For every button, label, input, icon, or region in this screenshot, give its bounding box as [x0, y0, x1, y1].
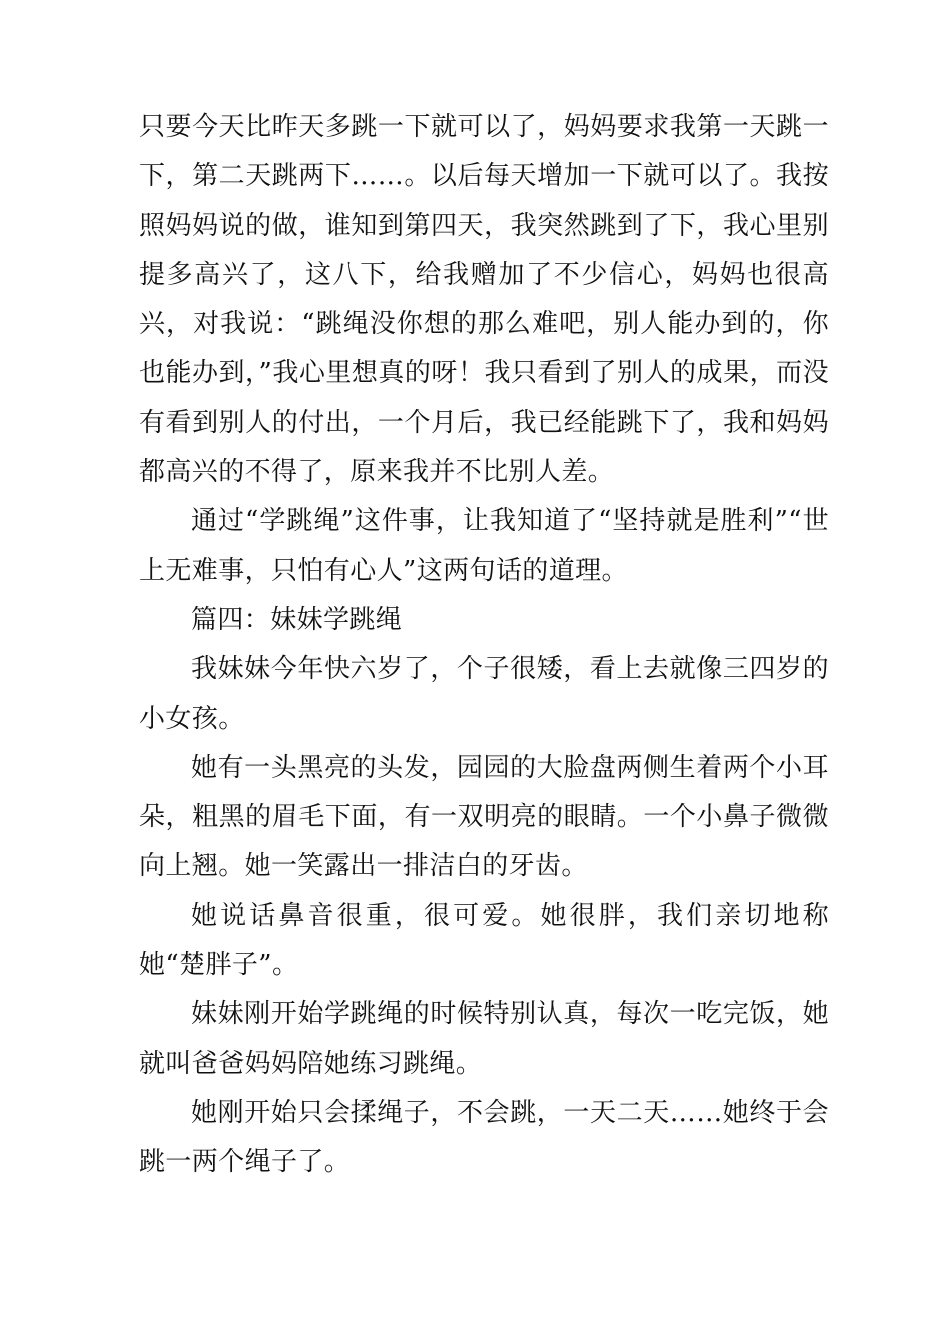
paragraph-personality: 她说话鼻音很重，很可爱。她很胖，我们亲切地称她“楚胖子”。 [139, 900, 829, 981]
paragraph-progress: 她刚开始只会揉绳子，不会跳，一天二天……她终于会跳一两个绳子了。 [139, 1097, 829, 1178]
document-body [139, 103, 829, 1188]
paragraph-intro: 我妹妹今年快六岁了，个子很矮，看上去就像三四岁的小女孩。 [139, 654, 829, 734]
paragraph-appearance: 她有一头黑亮的头发，园园的大脸盘两侧生着两个小耳朵，粗黑的眉毛下面，有一双明亮的眼睛。一个小鼻子微微向上翘。她一笑露出一排洁白的牙齿。 [139, 752, 829, 882]
paragraph-lesson: 通过“学跳绳”这件事，让我知道了“坚持就是胜利”“世上无难事，只怕有心人”这两句话的道理。 [139, 506, 829, 586]
section-heading: 篇四：妹妹学跳绳 [191, 604, 403, 635]
paragraph-continuation: 只要今天比昨天多跳一下就可以了，妈妈要求我第一天跳一下，第二天跳两下……。以后每天增加一下就可以了。我按照妈妈说的做，谁知到第四天，我突然跳到了下，我心里别提多高兴了，这八下，给我赠加了不少信心，妈妈也很高兴，对我说：“跳绳没你想的那么难吧，别人能办到的，你也能办到，”我心里想真的呀！我只看到了别人的成果，而没有看到别人的付出，一个月后，我已经能跳下了，我和妈妈都高兴的不得了，原来我并不比别人差。 [139, 112, 829, 488]
paragraph-practice: 妹妹刚开始学跳绳的时候特别认真，每次一吃完饭，她就叫爸爸妈妈陪她练习跳绳。 [139, 999, 829, 1079]
